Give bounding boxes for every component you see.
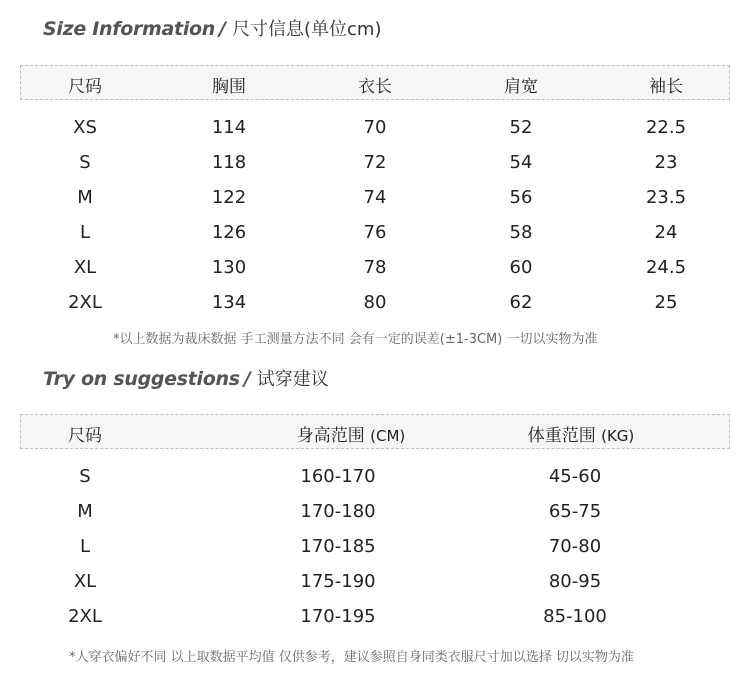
try-on-header-weight <box>528 421 635 446</box>
table-cell: L <box>79 222 91 243</box>
size-info-note: *以上数据为裁床数据 手工测量方法不同 会有一定的误差(±1-3CM) 一切以实物为准 <box>113 332 598 347</box>
table-cell: 122 <box>211 187 247 208</box>
table-cell: 80 <box>363 292 387 313</box>
table-cell: 24.5 <box>645 257 687 278</box>
try-on-title-en: Try on suggestions <box>43 368 240 390</box>
try-on-header-weight-label: 体重范围 <box>527 426 596 446</box>
table-cell: 74 <box>363 187 387 208</box>
try-on-header-height-unit: (CM) <box>370 427 406 445</box>
table-cell: 22.5 <box>645 117 687 138</box>
table-cell: 54 <box>509 152 533 173</box>
size-info-title-separator: / <box>219 18 226 40</box>
table-cell: 170-195 <box>300 606 376 627</box>
table-cell: 80-95 <box>548 571 602 592</box>
size-info-title <box>43 18 381 41</box>
try-on-header-size-label: 尺码 <box>68 426 102 446</box>
try-on-title-cn: 试穿建议 <box>256 369 329 390</box>
try-on-header-weight-unit: (KG) <box>601 427 635 445</box>
table-cell: 76 <box>363 222 387 243</box>
table-cell: XL <box>73 257 97 278</box>
table-cell: XS <box>73 117 97 138</box>
table-cell: 170-180 <box>300 501 376 522</box>
table-cell: 58 <box>509 222 533 243</box>
table-cell: 78 <box>363 257 387 278</box>
table-cell: 130 <box>211 257 247 278</box>
table-cell: 72 <box>363 152 387 173</box>
table-cell: M <box>77 501 93 522</box>
table-cell: 134 <box>211 292 247 313</box>
table-cell: 23.5 <box>645 187 687 208</box>
table-cell: L <box>79 536 91 557</box>
table-cell: 85-100 <box>543 606 607 627</box>
size-header-size: 尺码 <box>68 77 102 97</box>
table-cell: 118 <box>211 152 247 173</box>
size-header-chest: 胸围 <box>212 77 246 97</box>
table-cell: 45-60 <box>548 466 602 487</box>
try-on-header-height-label: 身高范围 <box>296 426 365 446</box>
table-cell: 25 <box>654 292 678 313</box>
table-cell: 52 <box>509 117 533 138</box>
table-cell: 23 <box>654 152 678 173</box>
table-cell: 160-170 <box>300 466 376 487</box>
try-on-header-size <box>68 421 102 446</box>
table-cell: 24 <box>654 222 678 243</box>
table-cell: 2XL <box>68 606 102 627</box>
table-cell: 60 <box>509 257 533 278</box>
try-on-title <box>43 368 329 391</box>
size-header-shoulder: 肩宽 <box>504 77 538 97</box>
table-cell: M <box>77 187 93 208</box>
table-cell: 2XL <box>68 292 102 313</box>
table-cell: 70-80 <box>548 536 602 557</box>
table-cell: 126 <box>211 222 247 243</box>
size-header-length: 衣长 <box>358 77 392 97</box>
table-cell: 65-75 <box>548 501 602 522</box>
table-cell: 175-190 <box>300 571 376 592</box>
table-cell: 62 <box>509 292 533 313</box>
size-info-title-cn: 尺寸信息(单位cm) <box>232 19 382 40</box>
table-cell: 170-185 <box>300 536 376 557</box>
table-cell: XL <box>73 571 97 592</box>
try-on-note: *人穿衣偏好不同 以上取数据平均值 仅供参考，建议参照自身同类衣服尺寸加以选择 切以实物为准 <box>69 650 634 665</box>
table-cell: S <box>79 466 91 487</box>
table-cell: 70 <box>363 117 387 138</box>
table-cell: 56 <box>509 187 533 208</box>
table-cell: 114 <box>211 117 247 138</box>
try-on-header-height <box>297 421 406 446</box>
size-info-title-en: Size Information <box>43 18 216 40</box>
table-cell: S <box>79 152 91 173</box>
try-on-title-separator: / <box>243 368 251 390</box>
size-header-sleeve: 袖长 <box>649 77 683 97</box>
